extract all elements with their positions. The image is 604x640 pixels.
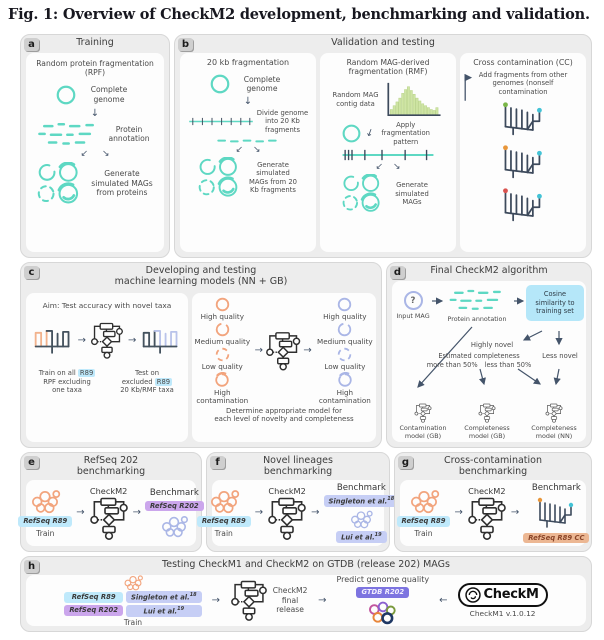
fragment-dashes-icon xyxy=(216,138,280,144)
benchmark-stack xyxy=(145,488,204,539)
singleton-badge: Singleton et al.$^{18}$ xyxy=(324,495,400,507)
benchmark-stack xyxy=(523,483,589,544)
subpanel-20kb-title: 20 kb fragmentation xyxy=(206,58,290,67)
singleton-badge: Singleton et al.$^{18}$ xyxy=(126,591,202,603)
contaminated-tree-icon xyxy=(534,495,578,531)
arrow-right-icon: → xyxy=(132,507,142,518)
input-mag-label: Input MAG xyxy=(396,312,430,320)
panel-g-title-line1: Cross-contamination xyxy=(443,455,542,466)
panel-g xyxy=(394,452,592,552)
generate-mags-label: Generate simulated MAGs from proteins xyxy=(91,169,153,198)
checkm2-flowchart-icon xyxy=(230,580,268,621)
generate-mags-label: Generate simulated MAGs xyxy=(395,181,429,207)
model-flowchart-icon xyxy=(545,403,563,423)
subpanel-cc xyxy=(460,53,586,252)
test-tree-icon xyxy=(140,326,182,356)
contig-histogram-icon xyxy=(382,81,444,119)
subpanel-rmf xyxy=(320,53,456,252)
refseq-r89-cc-badge: RefSeq R89 CC xyxy=(523,533,589,544)
more-than-label: more than 50% xyxy=(426,361,478,370)
genome-cluster-icon xyxy=(408,488,440,514)
arrow-right-icon: → xyxy=(303,344,312,356)
subpanel-models xyxy=(192,293,376,442)
train-stack xyxy=(197,488,251,538)
panel-e-letter: e xyxy=(24,456,39,469)
less-than-label: less than 50% xyxy=(484,361,532,370)
checkm2-label: CheckM2 xyxy=(468,486,506,496)
lui-badge: Lui et al.$^{19}$ xyxy=(126,605,202,617)
panel-c-title-line1: Developing and testing xyxy=(145,265,257,276)
estimated-completeness-label: Estimated completeness xyxy=(438,352,520,360)
arrow-right-icon: → xyxy=(311,507,320,518)
predict-label: Predict genome quality xyxy=(336,575,430,585)
models-note-line1: Determine appropriate model for xyxy=(226,406,342,415)
checkm2-stack xyxy=(267,486,307,540)
subpanel-cc-title: Cross contamination (CC) xyxy=(473,58,573,67)
fragmented-genome-icon xyxy=(188,117,254,126)
genome-cluster-icon xyxy=(111,574,155,591)
diverging-arrows-icon: ↙↘ xyxy=(375,162,411,173)
quality-label: Low quality xyxy=(201,361,243,371)
novel-quality-column xyxy=(192,297,253,405)
predict-stack xyxy=(336,575,429,626)
algorithm-diagram xyxy=(392,281,586,442)
arrow-right-icon: → xyxy=(76,507,85,518)
panel-b-letter: b xyxy=(178,38,193,51)
r89-highlight: R89 xyxy=(156,377,171,386)
panel-a-title: Training xyxy=(76,37,114,48)
arrow-right-icon: → xyxy=(128,334,137,346)
genome-cluster-icon xyxy=(159,514,189,538)
protein-annotation-label: Protein annotation xyxy=(108,124,150,144)
checkm-swirl-icon xyxy=(464,586,482,604)
panel-a xyxy=(20,34,170,258)
protein-fragments-icon xyxy=(448,289,506,312)
simulated-mags-icon xyxy=(197,157,243,198)
ml-model-flowchart-icon xyxy=(90,322,124,359)
benchmark-label: Benchmark xyxy=(149,487,199,498)
train-tree-icon xyxy=(32,326,74,356)
quality-label: High quality xyxy=(323,312,367,321)
arrow-right-icon: → xyxy=(77,334,86,346)
subpanel-aim xyxy=(26,293,188,442)
quality-label: Low quality xyxy=(324,361,366,371)
genome-cluster-icon xyxy=(29,488,61,514)
panel-c-letter: c xyxy=(24,266,39,279)
mag-hc-icon xyxy=(337,372,353,388)
checkm2-release-label: CheckM2 final release xyxy=(272,586,308,615)
diverging-arrows-icon: ↙↘ xyxy=(80,148,124,159)
arrow-down-icon: ↓ xyxy=(363,126,376,140)
method-label: Random protein fragmentation (RPF) xyxy=(36,59,154,78)
train-label: Train xyxy=(36,528,55,538)
arrow-right-icon: → xyxy=(318,594,327,606)
tested-quality-column xyxy=(314,297,376,405)
simulated-mags-icon xyxy=(341,174,385,213)
refseq-r89-badge: RefSeq R89 xyxy=(197,516,251,527)
mag-hc-icon xyxy=(214,372,230,388)
arrow-right-icon: → xyxy=(254,507,264,518)
contamination-model-label: Contamination model (GB) xyxy=(399,424,447,440)
figure-caption: Fig. 1: Overview of CheckM2 development, benchmarking and validation. xyxy=(8,6,590,23)
completeness-gb-model-label: Completeness model (GB) xyxy=(464,424,510,440)
ml-model-flowchart-icon xyxy=(265,328,301,374)
panel-e xyxy=(20,452,202,552)
benchmark-label: Benchmark xyxy=(336,482,386,493)
model-flowchart-icon xyxy=(414,403,432,423)
apply-pattern-label: Apply fragmentation pattern xyxy=(381,120,430,146)
checkm2-stack xyxy=(89,486,129,540)
subpanel-20kb xyxy=(180,53,316,252)
panel-c-title-line2: machine learning models (NN + GB) xyxy=(114,275,288,287)
mag-mq-icon xyxy=(215,322,230,337)
mag-lq-icon xyxy=(337,347,352,362)
quality-label: High quality xyxy=(200,312,244,321)
diverging-arrows-icon: ↙↘ xyxy=(235,145,271,156)
panel-e-title-line1: RefSeq 202 xyxy=(83,455,139,466)
arrow-down-icon: ↓ xyxy=(90,107,100,119)
arrow-right-icon: → xyxy=(211,594,221,606)
completeness-nn-model-label: Completeness model (NN) xyxy=(531,424,577,440)
refseq-r89-badge: RefSeq R89 xyxy=(64,592,123,603)
mag-hq-icon xyxy=(337,297,352,312)
quality-label: High contamination xyxy=(318,387,371,405)
cosine-similarity-box: Cosine similarity to training set xyxy=(526,285,584,321)
benchmark-label: Benchmark xyxy=(531,482,581,493)
panel-d-title: Final CheckM2 algorithm xyxy=(430,265,548,276)
complete-genome-label: Complete genome xyxy=(90,85,128,104)
complete-genome-icon xyxy=(55,84,77,106)
protein-fragments-icon xyxy=(37,122,99,147)
genome-cluster-icon xyxy=(208,488,240,514)
train-stack xyxy=(18,488,72,538)
refseq-r89-badge: RefSeq R89 xyxy=(397,516,451,527)
aim-label: Aim: Test accuracy with novel taxa xyxy=(42,301,172,310)
checkm1-version-label: CheckM1 v.1.0.12 xyxy=(469,608,536,618)
quality-label: Medium quality xyxy=(317,336,373,346)
panel-e-title-line2: benchmarking xyxy=(76,465,146,477)
phylo-tree-green-icon xyxy=(500,99,546,139)
subpanel-rmf-title: Random MAG-derived fragmentation (RMF) xyxy=(346,58,430,77)
cc-description: Add fragments from other genomes (nonself contamination xyxy=(478,70,568,96)
train-label: Train xyxy=(123,617,143,627)
panel-h-letter: h xyxy=(24,560,39,573)
checkm2-flowchart-icon xyxy=(467,497,507,540)
panel-g-letter: g xyxy=(398,456,413,469)
refseq-r202-badge: RefSeq R202 xyxy=(64,605,123,616)
checkm-logo-text: CheckM xyxy=(483,587,539,603)
multicolor-genome-cluster-icon xyxy=(365,600,401,626)
train-label: Train xyxy=(214,528,233,538)
panel-f-letter: f xyxy=(210,456,225,469)
checkm2-flowchart-icon xyxy=(267,497,307,540)
mag-lq-icon xyxy=(215,347,230,362)
train-stack xyxy=(64,574,201,628)
checkm-logo xyxy=(458,583,548,607)
train-label: Train xyxy=(414,528,433,538)
rmf-fragmented-genome-icon xyxy=(339,149,437,161)
quality-label: Medium quality xyxy=(194,336,251,346)
checkm2-stack xyxy=(467,486,507,540)
elbow-arrow-icon xyxy=(462,71,478,105)
mag-mq-icon xyxy=(337,322,352,337)
gtdb-r202-badge: GTDB R202 xyxy=(356,587,409,598)
models-note-line2: each level of novelty and completeness xyxy=(214,415,354,424)
checkm2-label: CheckM2 xyxy=(89,486,128,496)
less-novel-label: Less novel xyxy=(542,352,578,360)
panel-f-title-line2: benchmarking xyxy=(263,465,333,477)
arrow-left-icon: ← xyxy=(439,594,448,606)
panel-c xyxy=(20,262,382,448)
lui-badge: Lui et al.$^{19}$ xyxy=(336,531,387,543)
panel-a-letter: a xyxy=(24,38,39,51)
phylo-tree-orange-icon xyxy=(500,142,546,182)
panel-f-title-line1: Novel lineages xyxy=(263,455,333,466)
quality-label: High contamination xyxy=(196,387,249,405)
panel-b xyxy=(174,34,592,258)
benchmark-stack xyxy=(324,483,400,543)
panel-b-title: Validation and testing xyxy=(331,37,435,48)
refseq-r89-badge: RefSeq R89 xyxy=(18,516,72,527)
panel-h xyxy=(20,556,592,632)
panel-g-title-line2: benchmarking xyxy=(458,465,528,477)
panel-d xyxy=(386,262,592,448)
divide-genome-label: Divide genome into 20 Kb fragments xyxy=(256,109,309,134)
r89-highlight: R89 xyxy=(79,369,94,378)
panel-h-title: Testing CheckM1 and CheckM2 on GTDB (release 202) MAGs xyxy=(162,559,450,570)
generate-mags-label: Generate simulated MAGs from 20 Kb fragments xyxy=(249,160,297,195)
train-caption: Train on all R89 RPF excluding one taxa xyxy=(38,369,94,395)
model-flowchart-icon xyxy=(478,403,496,423)
completeness-branch xyxy=(418,352,540,369)
mag-hq-icon xyxy=(215,297,230,312)
checkm1-stack xyxy=(458,583,548,618)
arrow-down-icon: ↓ xyxy=(243,96,253,107)
input-mag-icon: ? xyxy=(404,291,423,310)
checkm2-label: CheckM2 xyxy=(268,486,306,496)
genome-circle-icon xyxy=(341,123,362,144)
checkm2-flowchart-icon xyxy=(89,497,129,540)
train-stack xyxy=(397,488,451,538)
arrow-right-icon: → xyxy=(454,507,463,518)
phylo-tree-red-icon xyxy=(500,185,546,225)
highly-novel-label: Highly novel xyxy=(470,341,514,349)
panel-d-letter: d xyxy=(390,266,405,279)
arrow-right-icon: → xyxy=(254,344,263,356)
panel-f xyxy=(201,452,395,552)
genome-cluster-icon xyxy=(348,509,374,529)
simulated-mags-icon xyxy=(36,162,84,205)
protein-annotation-label: Protein annotation xyxy=(447,315,507,323)
test-caption: Test on excluded R89 20 Kb/RMF taxa xyxy=(120,369,174,395)
checkm2-release-stack xyxy=(230,580,308,621)
contig-data-label: Random MAG contig data xyxy=(332,91,379,108)
arrow-right-icon: → xyxy=(510,507,520,518)
complete-genome-label: Complete genome xyxy=(243,74,281,93)
complete-genome-icon xyxy=(209,73,231,95)
refseq-r202-badge: RefSeq R202 xyxy=(145,501,204,512)
